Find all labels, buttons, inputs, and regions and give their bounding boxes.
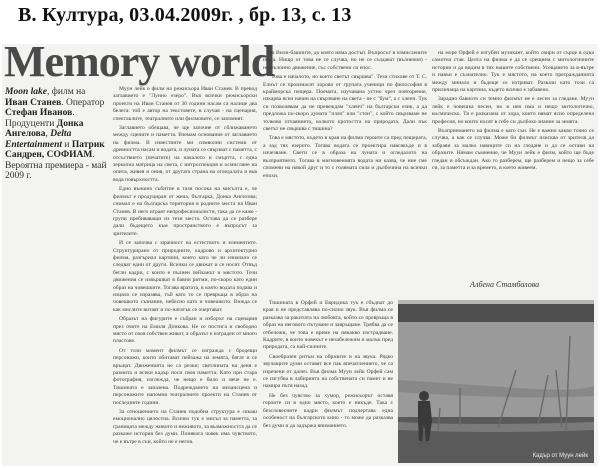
paragraph: "Това е началото, но което светът свършва". Тези стихове от Т. С. Елиът се произнасят хорово от групата ученици по философия в крайморска пещера. Поемата, изучавана устно чрез повторение, изкарва ясен начин на свързване на света - не с "бум", а с хленч. Тук си позволявам да не превеждам "хленч" на български език, а да предложа по-скоро думата "плач" или "стон", с който свързваме не толкова отчаянието, колкото кротостта на природата. Дали пък светът не свършва с тишина?: [263, 74, 427, 133]
paragraph: Образът на фигурите е събран и изборът на сценария през очите на Емиля Донкова. Не се постига и свободно място от своя собствен живот, а образът е изграден от много пластове.: [113, 316, 257, 345]
producer-company: Delta Entertainment: [5, 129, 72, 150]
article-column-1: [113, 86, 257, 464]
producer-name: Донка Ангелова: [5, 118, 84, 139]
paragraph: От този момент филмът се изгражда с бродещи персонажи, които обитават пейзажа на земята, бягат и се връщат. Движенията не са резки; светлината на деня е размита и всеки кадър носи своя паметта. Като при стара фотография, изглежда, че нещо е било и вече не е. Тишината е запазена. Подреждането на мизансцена и персонажите напомня театралните проекти на Станев от последните години.: [113, 347, 257, 406]
article-column-2: [263, 50, 427, 298]
credits-text: . Продуценти: [5, 108, 75, 129]
producer-name: Патрик Сандрен, СОФИАМ: [5, 139, 105, 160]
paragraph: Муун лейк е филм на режисьора Иван Станев. В превод заглавието е "Лунно езеро". Във всички режисьорски проекти на Иван Станев от 30 години насам са налице два белега: той е автор на текстовете, в случая - на сценария, спектаклите, театралните или филмовите, се запомнят.: [113, 86, 257, 122]
lake-silhouette-image: [398, 300, 594, 463]
author-signature: Албена Стамболова: [470, 280, 540, 289]
photo-caption: Кадър от Муун лейк: [532, 453, 588, 459]
operator-name: Стефан Иванов: [5, 108, 73, 118]
article-column-3: [432, 50, 594, 278]
paragraph: Тишината в Орфей и Евридика тук е сбъднат до края и не представлява по-силно звук. Във филма се разказва за ракитата на любовта, който се превръща в образ на неговото пътуване и завръщане. Трябва да се отбележи, че това е време на някакво изстрадване. Кадрите, в които човекът е незабележим и малък пред природата, са най-силните.: [263, 300, 393, 351]
paragraph: За отношението на Станев подобна структура е сякаш емоционално цялостна. Всичко тук е мисъл за паметта, за границата между живото и неживото, за възможността да се разкаже история без думи. Понякога човек има чувството, че е вътре в сън, който не е негов.: [113, 409, 257, 445]
article-column-2-continued: [263, 300, 393, 464]
paragraph: Възприемането на филма е като сън. Не е важно какво точно се случва, а как се случва. Може би филмът изисква от зрителя да забрави за малко навиците си на гледане и да се остави на образите. Нямам съмнение, че Муун лейк е филм, който ще бъде гледан и обсъждан. Ако го разберем, ще разберем и нещо за себе си, за паметта и за времето, в което живеем.: [432, 128, 594, 172]
credits-text: . Оператор: [61, 97, 105, 108]
paragraph: на море Орфей е изгубен музикант, който свири от сърце в една самотна стая. Целта на филма е да се срещнем с митологичните истории и да видим в тях нашите собствени. Усещането за в-вътре и навън е съзнателно. Тук е мястото, на което прегражданията между минало и бъдеще се изтриват. Разкази като този са приличаща на картина, където всичко е забавено.: [432, 50, 594, 94]
paragraph: Заглавието обещава, че ще започне от сближаването между сцените и паметта. Вземам основание от заглавието на филма. В известните ми символни системи от древността насам и водата, и луната се свързват с паметта, с отсъствието (печатите) на началото и смъртта, с една зеркална матрица на света, с интроспекция и осмисляне на опита, живея и ония, от другата страна на огледалата и във вода повърхността.: [113, 125, 257, 183]
premiere-date: . Вероятна премиера - май 2009 г.: [5, 150, 107, 181]
paragraph: Едно външно събитие в тази посока на мисълта е, че филмът е продуциран от жена, българка, Донка Ангелова; снимал е на българска територия в родните места на Иван Станев. В него играят непрофесионалисти, така да се каже - групи пребиваващи из тези места. Остава да се разбере дали бъдещето към пространството е въпросът за зрителите.: [113, 186, 257, 237]
film-credits: Moon lake, филм на Иван Станев. Оператор Стефан Иванов. Продуценти Донка Ангелова, Delta Entertainment и Патрик Сандрен, СОФИАМ. Вероятна премиера - май 2009 г.: [5, 87, 107, 181]
paragraph: Своебразен ритъм на образите и на звука. Рядко звучащите думи оставят все пак впечатлението, че са изречени от далеч. Във филма Муун лейк Орфей сам се изгубва в лабиринта на собствената си памет и не намира пътя назад.: [263, 353, 393, 390]
paragraph: Не без чувство за хумор, режисьорът оставя героите си в едно място, което е никъде. Така с безсловесните кадри филмът подчертава една особеност на българското кино - то може да разказва без думи и да задържа вниманието.: [263, 392, 393, 429]
film-still-photo: [398, 300, 594, 463]
source-line: В. Култура, 03.04.2009г. , бр. 13, с. 13: [18, 4, 352, 26]
paragraph: Това е мястото, където в края на филма героите са пред пещерата, а зад тях езерото. Тогава водата се проектира навсякъде и в изчезване. Свети се в образа на луната и огледалото на възприятието. Тогава в мигновенията водата ни казва, че ние сме спомени на някой друг и то с голямата сила и дълбочина на всички епохи.: [263, 135, 427, 179]
film-title: Moon lake: [5, 87, 47, 97]
credits-text: и: [62, 139, 72, 150]
paragraph: Зарадно бавното си темпо филмът не е лесен за гледане. Муун лейк е човешка песен, но в нея има и нещо митологично, космическо. Тя е разказана от хора, които нямат ясно определена професия, но които носят в себе си дълбоко знание за земята.: [432, 96, 594, 125]
article-headline: Memory world: [4, 37, 275, 86]
paragraph: на Вили-башиите, до която няма достъп. Въпросът в измислените неща. Нищо от това не се случва, но не се създават (вълнения) - неотклонно движение, със собствени си епос.: [263, 50, 427, 71]
credits-text: , филм на: [46, 87, 86, 97]
director-name: Иван Станев: [5, 97, 62, 108]
paragraph: И се започва с мрачност на естеството и елементите. Структурирано от природните, кадрово и архитектурно филма, разгърнал картини, които като че ли изначало се следват едни от други. Всички се движат и се носят. Отвъд бегли кадри, с които е пълнен пейзажът и мястото. Тези движения се извършват в бавни ритми, по-скоро като един образ на човешките. Тогава вратата, в която водата подава и изцяло се изразява, тъй като то се превръща в образ на човешкото съзнание, небесно като и човешкото. Вижда се как мислите витаят и по-нататък се очертават.: [113, 240, 257, 313]
